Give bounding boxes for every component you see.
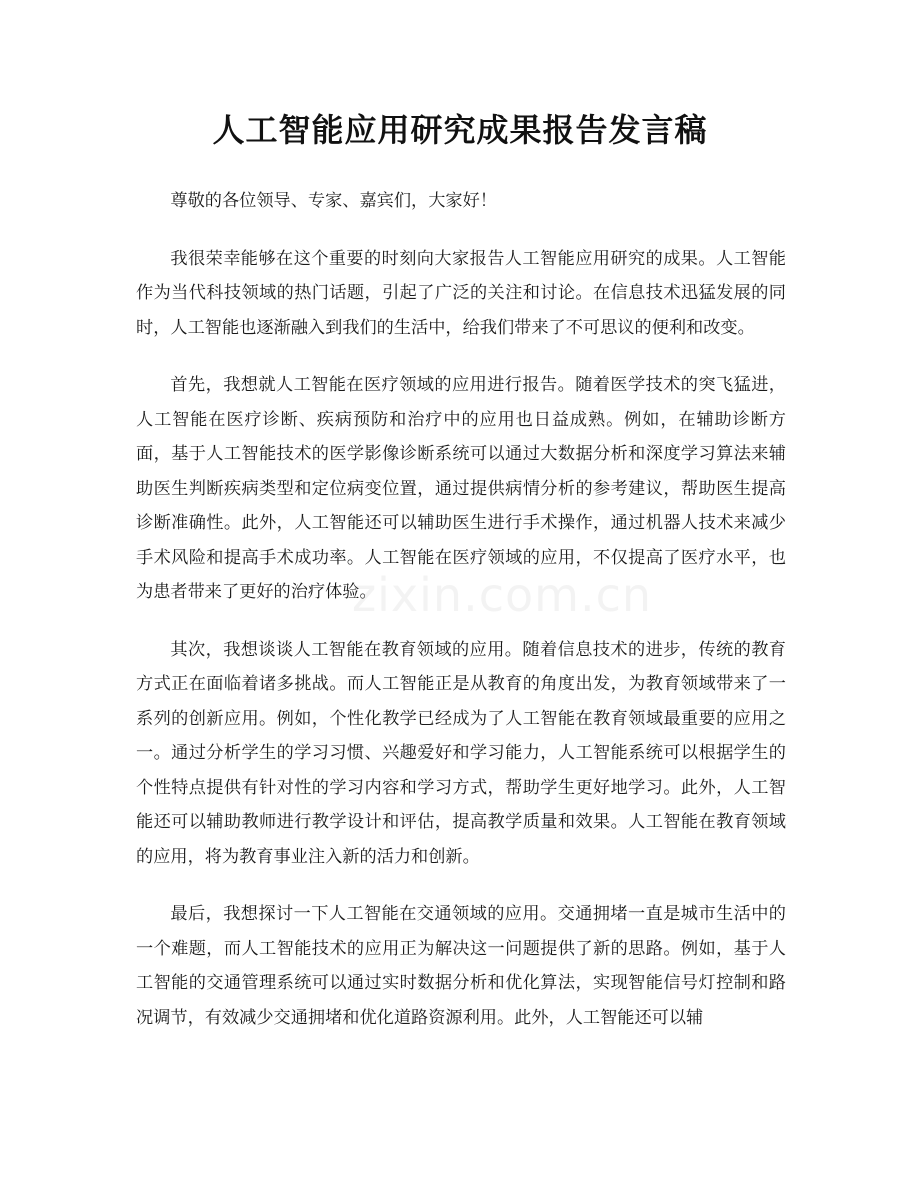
document-title: 人工智能应用研究成果报告发言稿 xyxy=(212,111,708,149)
paragraph-transport: 最后，我想探讨一下人工智能在交通领域的应用。交通拥堵一直是城市生活中的一个难题，而人工智能技术的应用正为解决这一问题提供了新的思路。例如，基于人工智能的交通管理系统可以通过实时数据分析和优化算法，实现智能信号灯控制和路况调节，有效减少交通拥堵和优化道路资源利用。此外，人工智能还可以辅 xyxy=(136,904,786,1028)
watermark: zixin.com.cn xyxy=(352,568,653,622)
paragraph-greeting: 尊敬的各位领导、专家、嘉宾们，大家好！ xyxy=(170,191,497,211)
paragraph-education: 其次，我想谈谈人工智能在教育领域的应用。随着信息技术的进步，传统的教育方式正在面临着诸多挑战。而人工智能正是从教育的角度出发，为教育领域带来了一系列的创新应用。例如，个性化教学已经成为了人工智能在教育领域最重要的应用之一。通过分析学生的学习习惯、兴趣爱好和学习能力，人工智能系统可以根据学生的个性特点提供有针对性的学习内容和学习方式，帮助学生更好地学习。此外，人工智能还可以辅助教师进行教学设计和评估，提高教学质量和效果。人工智能在教育领域的应用，将为教育事业注入新的活力和创新。 xyxy=(136,639,786,867)
paragraph-intro: 我很荣幸能够在这个重要的时刻向大家报告人工智能应用研究的成果。人工智能作为当代科技领域的热门话题，引起了广泛的关注和讨论。在信息技术迅猛发展的同时，人工智能也逐渐融入到我们的生活中，给我们带来了不可思议的便利和改变。 xyxy=(136,248,786,338)
paragraph-medical: 首先，我想就人工智能在医疗领域的应用进行报告。随着医学技术的突飞猛进，人工智能在医疗诊断、疾病预防和治疗中的应用也日益成熟。例如，在辅助诊断方面，基于人工智能技术的医学影像诊断系统可以通过大数据分析和深度学习算法来辅助医生判断疾病类型和定位病变位置，通过提供病情分析的参考建议，帮助医生提高诊断准确性。此外，人工智能还可以辅助医生进行手术操作，通过机器人技术来减少手术风险和提高手术成功率。人工智能在医疗领域的应用，不仅提高了医疗水平，也为患者带来了更好的治疗体验。 xyxy=(136,375,786,602)
document-body xyxy=(136,184,786,1058)
